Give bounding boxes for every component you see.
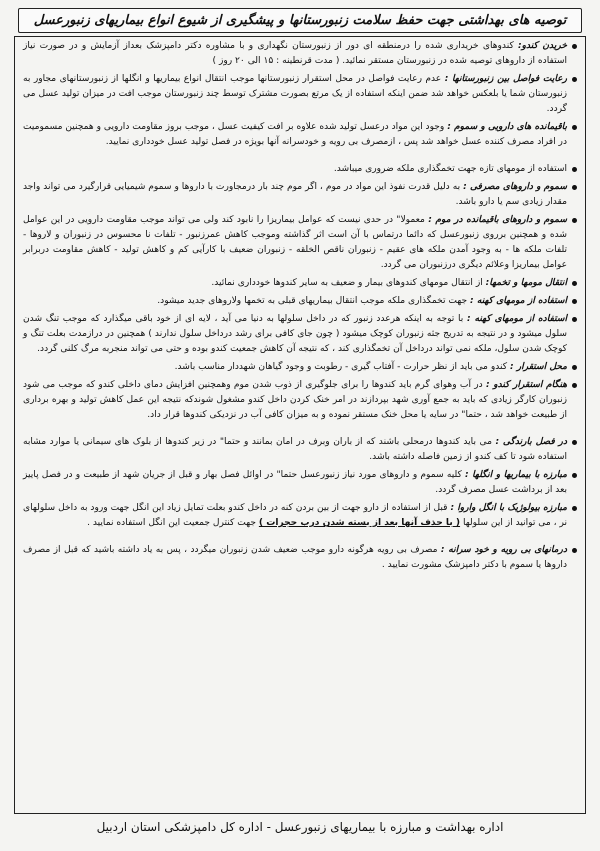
list-item: [23, 120, 577, 150]
content-frame: [14, 36, 586, 814]
item-text: قبل از استفاده از دارو جهت از بین بردن کنه در داخل کندو بعلت تمایل زیاد این انگل جهت ورود به داخل سلولهای نر ، می توانید از این سلولها: [23, 503, 567, 528]
item-text: در آب وهوای گرم باید کندوها را برای جلوگیری از ذوب شدن موم وهمچنین افزایش دمای داخلی کندو که موجب می شود زنبوران کارگر زیادی که باید به جمع آوری شهد بپردازند در امر خنک کردن داخل کندو مشغول شوندکه نتیجه این عمل کاهش تولید و بهره برداری از طبیعت خواهد شد ، حتما" در سایه یا محل خنک مستقر نموده و به میزان کافی آب در نزدیکی کندوها قرار داد.: [23, 380, 567, 420]
list-item: [23, 72, 577, 117]
list-item: [23, 162, 577, 177]
item-text: عدم رعایت فواصل در محل استقرار زنبورستانها موجب انتقال انواع بیماریها و انگلها از زنبورستانهای مجاور به زنبورستان شما یا بلعکس خواهد شد ضمن اینکه استفاده از یک مرتع بصورت مشترک توسط چند زنبورستان موجب افت در میزان تولید عسل می گردد.: [23, 74, 567, 114]
item-term: در فصل بارندگی :: [495, 437, 567, 447]
item-text: به دلیل قدرت نفوذ این مواد در موم ، اگر موم چند بار درمجاورت با داروها و سموم شیمیایی قرارگیرد می تواند واجد مقدار زیادی سم یا دارو باشد.: [23, 182, 567, 207]
item-term: محل استقرار :: [509, 362, 567, 372]
item-text: کلیه سموم و داروهای مورد نیاز زنبورعسل حتما" در اوائل فصل بهار و قبل از جریان شهد از طبیعت و در فصل پاییز بعد از برداشت عسل مصرف گردد.: [23, 470, 567, 495]
item-term: سموم و داروهای باقیمانده در موم :: [428, 215, 567, 225]
recommendation-list: [23, 39, 577, 573]
item-emphasis: ( با حذف آنها بعد از بسته شدن درب حجرات ): [258, 518, 461, 528]
item-text: کندوهای خریداری شده را درمنطقه ای دور از زنبورستان نگهداری و با مشاوره دکتر دامپزشک بعداز آزمایش و در صورت نیاز استفاده از داروهای توصیه شده در زنبورستان مستقر نمائید. ( مدت قرنطینه : ۱۵ الی ۲۰ روز ): [23, 41, 567, 66]
item-text: معمولا" در حدی نیست که عوامل بیماریزا را نابود کند ولی می تواند موجب مقاومت دارویی در این عوامل شده و همچنین برروی زنبورعسل که دائما درتماس با آن است اثر گذاشته وموجب کاهش عمرزنبور - تلفات نا محسوس در زنبوران و لاروها - تلفات ملکه ها - به وجود آمدن ملکه های عقیم - زنبوران ناقص الخلقه - زنبوران ضعیف با کارآیی کم و کاهش تولید - کاهش مقاومت دربرابر عوامل بیماریزا وعلائم دیگری درزنبوران می گردد.: [23, 215, 567, 270]
list-item: [23, 294, 577, 309]
footer-text: اداره بهداشت و مبارزه با بیماریهای زنبورعسل - اداره کل دامپزشکی استان اردبیل: [96, 820, 504, 834]
item-term: هنگام استقرار کندو :: [486, 380, 567, 390]
item-term: مبارزه بیولوژیک با انگل واروا :: [450, 503, 567, 513]
item-text: از انتقال مومهای کندوهای بیمار و ضعیف به سایر کندوها خودداری نمائید.: [211, 278, 483, 288]
item-text: کندو می باید از نظر حرارت - آفتاب گیری - رطوبت و وجود گیاهان شهددار مناسب باشد.: [174, 362, 508, 372]
list-item: [23, 39, 577, 69]
list-item: [23, 360, 577, 375]
list-item: [23, 468, 577, 498]
item-term: انتقال مومها و تخمها:: [485, 278, 567, 288]
list-item: [23, 312, 577, 357]
page-title: توصیه های بهداشتی جهت حفظ سلامت زنبورستانها و پیشگیری از شیوع انواع بیماریهای زنبورعسل: [18, 8, 582, 33]
item-term: باقیمانده های دارویی و سموم :: [447, 122, 567, 132]
item-text: وجود این مواد درعسل تولید شده علاوه بر افت کیفیت عسل ، موجب بروز مقاومت دارویی و همچنین مسمومیت در افراد مصرف کننده عسل خواهد شد پس ، ازمصرف بی رویه و خودسرانه آنها بویژه در فصل تولید عسل خودداری نمایید.: [23, 122, 567, 147]
item-term: استفاده از مومهای کهنه :: [466, 314, 567, 324]
list-item: [23, 180, 577, 210]
list-item: [23, 276, 577, 291]
item-text-after: جهت کنترل جمعیت این انگل استفاده نمایید .: [87, 518, 259, 528]
list-item: [23, 501, 577, 531]
item-text: استفاده از مومهای تازه جهت تخمگذاری ملکه ضروری میباشد.: [333, 164, 567, 174]
item-text: مصرف بی رویه هرگونه دارو موجب ضعیف شدن زنبوران میگردد ، پس به یاد داشته باشید که قبل از مصرف داروها یا سموم با دکتر دامپزشک مشورت نمایید .: [23, 545, 567, 570]
item-term: خریدن کندو:: [518, 41, 567, 51]
list-item: [23, 435, 577, 465]
item-term: رعایت فواصل بین زنبورستانها :: [444, 74, 567, 84]
list-item: [23, 213, 577, 273]
item-term: مبارزه با بیماریها و انگلها :: [465, 470, 567, 480]
item-term: سموم و داروهای مصرفی :: [463, 182, 567, 192]
list-item: [23, 378, 577, 423]
item-text: با توجه به اینکه هرعدد زنبور که در داخل سلولها به دنیا می آید ، لایه ای از خود باقی میگذارد که موجب تنگ شدن سلول میشود و در نتیجه به تدریج جثه زنبوران کوچک میشود ( چون جای کافی برای رشد درداخل سلول ندارند ) همچنین در درازمدت بعلت تنگ و کوچک شدن سلول، ملکه نمی تواند درداخل آن تخمگذاری کند ، که نتیجه آن کاهش جمعیت کندو بوده و حتی می تواند منجربه مرگ کلنی گردد.: [23, 314, 567, 354]
list-item: [23, 543, 577, 573]
item-term: درمانهای بی رویه و خود سرانه :: [440, 545, 567, 555]
item-text: می باید کندوها درمحلی باشند که از باران وبرف در امان بمانند و حتما" در زیر کندوها از بلوک های سیمانی یا موارد مشابه استفاده شود تا کف کندو از زمین فاصله داشته باشد.: [23, 437, 567, 462]
item-text: جهت تخمگذاری ملکه موجب انتقال بیماریهای قبلی به تخمها ولاروهای جدید میشود.: [157, 296, 468, 306]
item-term: استفاده از مومهای کهنه :: [470, 296, 567, 306]
